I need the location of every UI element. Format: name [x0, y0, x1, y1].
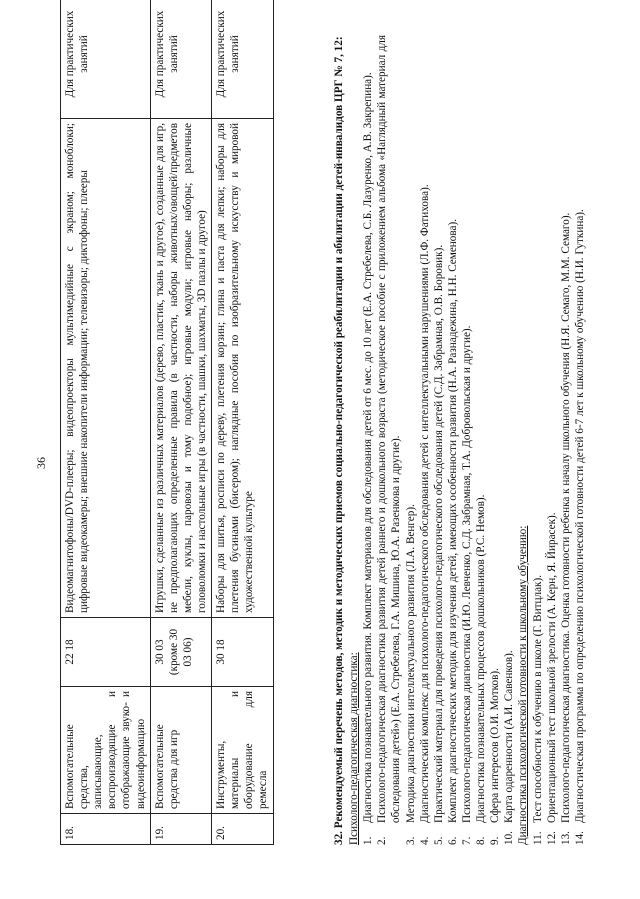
row-number: 20.: [212, 814, 273, 845]
list-item: [375, 35, 403, 845]
table-row: [150, 0, 211, 845]
list-item: [432, 35, 446, 845]
item-text: Диагностика познавательных процессов дошкольников (Р.С. Немов).: [475, 494, 488, 823]
resource-code: 30 03 (кроме 30 03 06): [150, 618, 211, 687]
list-item: [488, 35, 502, 845]
methods-section: [332, 35, 587, 845]
resource-name: Инструменты, материалы и оборудование для ремесла: [212, 687, 273, 814]
item-number: 2.: [376, 836, 389, 845]
item-number: 5.: [432, 836, 445, 845]
resource-description: Игрушки, сделанные из различных материалов (дерево, пластик, ткань и другое), созданные для игр, не предполагающих определенные правила (в частности, наборы животных/овощей/предметов мебели, куклы, паровозы и тому подобное); игровые модули; игровые наборы; различные головоломки и настольные игры (в частности, шашки, шахматы, 3D пазлы и другое): [150, 119, 211, 618]
item-number: 4.: [418, 836, 431, 845]
item-number: 7.: [460, 836, 473, 845]
item-text: Сфера интересов (О.И. Мотков).: [489, 668, 502, 823]
list-item: [418, 35, 432, 845]
diagnostics-list: [361, 35, 516, 845]
item-number: 1.: [362, 836, 375, 845]
resource-purpose: Для практических занятий: [212, 0, 273, 119]
item-text: Диагностическая программа по определению психологической готовности детей 6-7 лет к школьному обучению (Н.И. Гуткина).: [573, 209, 586, 823]
item-text: Тест способности к обучению в школе (Г. Витцлак).: [531, 575, 544, 823]
row-number: 19.: [150, 814, 211, 845]
school-readiness-list: [531, 35, 587, 845]
item-text: Психолого-педагогическая диагностика. Оценка готовности ребенка к началу школьного обучения (Н.Я. Семаго, М.М. Семаго).: [559, 212, 572, 823]
subheading-diagnostics: Психолого-педагогическая диагностика:: [348, 652, 361, 845]
item-text: Карта одаренности (А.И. Савенков).: [503, 650, 516, 823]
item-text: Диагностический комплекс для психолого-педагогического обследования детей с интеллектуальными нарушениями (Л.Ф. Фатихова).: [418, 184, 431, 823]
table-row: [212, 0, 273, 845]
resource-description: Видеомагнитофоны/DVD-плееры; видеопроекторы мультимедийные с экраном; моноблоки; цифровые видеокамеры; внешние накопители информации; телевизоры; диктофоны; плееры: [61, 119, 151, 618]
resource-description: Наборы для шитья, росписи по дереву, плетения корзин; глина и паста для лепки; наборы для плетения бусинами (бисером); наглядные пособия по изобразительному искусству и мировой художественной культуре: [212, 119, 273, 618]
item-text: Психолого-педагогическая диагностика развития детей раннего и дошкольного возраста (методическое пособие с приложением альбома «Наглядный материал для обследования детей») (Е.А. Стребелева, Г.А. Мишина, Ю.А. Разенкова и другие).: [376, 35, 403, 823]
item-number: 8.: [475, 836, 488, 845]
list-item: [460, 35, 474, 845]
list-item: [404, 35, 418, 845]
resource-code: 30 18: [212, 618, 273, 687]
resource-purpose: Для практических занятий: [61, 0, 151, 119]
resources-table: [60, 0, 274, 845]
list-item: [573, 35, 587, 845]
list-item: [502, 35, 516, 845]
list-item: [545, 35, 559, 845]
list-item: [361, 35, 375, 845]
item-text: Диагностика познавательного развития. Комплект материалов для обследования детей от 6 мес. до 10 лет (Е.А. Стребелева, С.Б. Лазуренко, А.В. Закрепина).: [362, 72, 375, 823]
item-text: Комплект диагностических методик для изучения детей, имеющих особенности развития (Н.А. Разнадежина, Н.Н. Семенова).: [446, 218, 459, 823]
subheading-school-readiness: Диагностика психологической готовности к школьному обучению:: [517, 525, 530, 845]
item-number: 13.: [559, 831, 572, 845]
item-number: 9.: [489, 836, 502, 845]
page-number: 36: [34, 457, 48, 469]
resource-code: 22 18: [61, 618, 151, 687]
item-number: 12.: [545, 831, 558, 845]
list-item: [446, 35, 460, 845]
list-item: [559, 35, 573, 845]
list-item: [474, 35, 488, 845]
table-row: [61, 0, 151, 845]
row-number: 18.: [61, 814, 151, 845]
item-number: 6.: [446, 836, 459, 845]
item-text: Практический материал для проведения психолого-педагогического обследования детей (С.Д. Забрамная, О.В. Боровик).: [432, 244, 445, 823]
item-number: 14.: [573, 831, 586, 845]
resource-purpose: Для практических занятий: [150, 0, 211, 119]
item-text: Ориентационный тест школьной зрелости (А. Керн, Я. Йирасек).: [545, 512, 558, 823]
resource-name: Вспомогательные средства, записывающие, воспроизводящие и отображающие звуко- и видеоинформацию: [61, 687, 151, 814]
item-text: Психолого-педагогическая диагностика (И.Ю. Левченко, С.Д. Забрамная, Т.А. Добровольская и другие).: [460, 325, 473, 823]
item-number: 11.: [531, 831, 544, 845]
item-number: 10.: [503, 831, 516, 845]
resource-name: Вспомогательные средства для игр: [150, 687, 211, 814]
section-heading: 32. Рекомендуемый перечень методов, методик и методических приемов социально-педагогической реабилитации и абилитации детей-инвалидов ЦРГ № 7, 12:: [333, 36, 345, 845]
item-number: 3.: [404, 836, 417, 845]
item-text: Методика диагностики интеллектуального развития (Л.А. Венгер).: [404, 504, 417, 823]
list-item: [531, 35, 545, 845]
rotated-sheet: [20, 10, 620, 875]
